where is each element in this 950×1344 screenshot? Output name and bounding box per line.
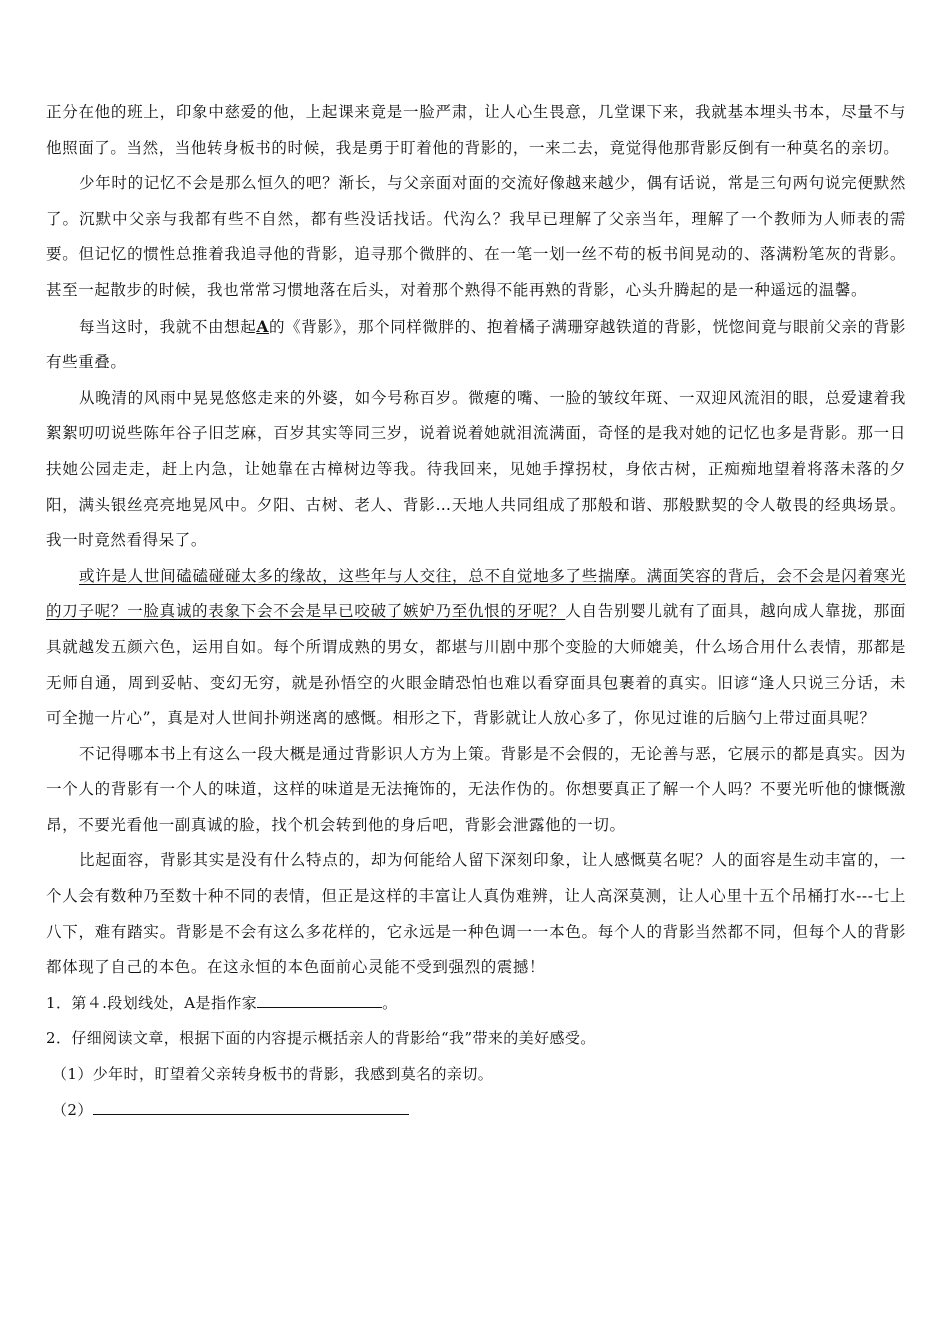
answer-blank-1[interactable]	[257, 993, 382, 1008]
underlined-passage: 或许是人世间磕磕碰碰太多的缘故，这些年与人交往，总不自觉地多了些揣摩。满面笑容的背后，会不会是闪着寒光的刀子呢？一脸真诚的表象下会不会是早已咬破了嫉妒乃至仇恨的牙呢？	[46, 566, 906, 621]
paragraph-0: 正分在他的班上，印象中慈爱的他，上起课来竟是一脸严肃，让人心生畏意，几堂课下来，我就基本埋头书本，尽量不与他照面了。当然，当他转身板书的时候，我是勇于盯着他的背影的，一来二去，竟觉得他那背影反倒有一种莫名的亲切。	[46, 103, 906, 157]
paragraph-5: 不记得哪本书上有这么一段大概是通过背影识人方为上策。背影是不会假的，无论善与恶，它展示的都是真实。因为一个人的背影有一个人的味道，这样的味道是无法掩饰的，无法作伪的。你想要真正了解一个人吗？不要光听他的慷慨激昂，不要光看他一副真诚的脸，找个机会转到他的身后吧，背影会泄露他的一切。	[46, 744, 906, 834]
author-mark-a: A	[256, 316, 269, 336]
paragraph-4-rest: 人自告别婴儿就有了面具，越向成人靠拢，那面具就越发五颜六色，运用自如。每个所谓成熟的男女，都堪与川剧中那个变脸的大师媲美，什么场合用什么表情，那都是无师自通，周到妥帖、变幻无穷，就是孙悟空的火眼金睛恐怕也难以看穿面具包裹着的真实。旧谚“逢人只说三分话，未可全抛一片心”，真是对人世间扑朔迷离的感慨。相形之下，背影就让人放心多了，你见过谁的后脑勺上带过面具呢？	[46, 602, 907, 728]
document-page	[46, 95, 906, 1128]
paragraph-4	[46, 559, 906, 737]
question-1	[46, 986, 906, 1022]
question-2: 2．仔细阅读文章，根据下面的内容提示概括亲人的背影给“我”带来的美好感受。	[46, 1029, 596, 1048]
paragraph-2-part-b: 的《背影》，那个同样微胖的、抱着橘子满珊穿越铁道的背影，恍惚间竟与眼前父亲的背影有些重叠。	[46, 317, 906, 372]
paragraph-1: 少年时的记忆不会是那么恒久的吧？渐长，与父亲面对面的交流好像越来越少，偶有话说，常是三句两句说完便默然了。沉默中父亲与我都有些不自然，都有些没话找话。代沟么？我早已理解了父亲当年，理解了一个教师为人师表的需要。但记忆的惯性总推着我追寻他的背影，追寻那个微胖的、在一笔一划一丝不苟的板书间晃动的、落满粉笔灰的背影。甚至一起散步的时候，我也常常习惯地落在后头，对着那个熟得不能再熟的背影，心头升腾起的是一种遥远的温馨。	[46, 174, 906, 299]
question-2-item-2	[46, 1093, 906, 1129]
paragraph-2	[46, 309, 906, 381]
question-2-item-2-label: （2）	[52, 1100, 93, 1119]
question-1-text: 1．第４.段划线处，A是指作家	[46, 993, 258, 1012]
question-2-item-1: （1）少年时，盯望着父亲转身板书的背影，我感到莫名的亲切。	[52, 1065, 494, 1084]
paragraph-2-part-a: 每当这时，我就不由想起	[79, 317, 257, 336]
paragraph-3: 从晚清的风雨中晃晃悠悠走来的外婆，如今号称百岁。微瘪的嘴、一脸的皱纹年斑、一双迎风流泪的眼，总爱逮着我絮絮叨叨说些陈年谷子旧芝麻，百岁其实等同三岁，说着说着她就泪流满面，奇怪的是我对她的记忆也多是背影。那一日扶她公园走走，赶上内急，让她靠在古樟树边等我。待我回来，见她手撑拐杖，身依古树，正痴痴地望着将落未落的夕阳，满头银丝亮亮地晃风中。夕阳、古树、老人、背影…天地人共同组成了那般和谐、那般默契的令人敬畏的经典场景。我一时竟然看得呆了。	[46, 388, 906, 550]
answer-blank-2[interactable]	[93, 1100, 409, 1115]
paragraph-6: 比起面容，背影其实是没有什么特点的，却为何能给人留下深刻印象，让人感慨莫名呢？人的面容是生动丰富的，一个人会有数种乃至数十种不同的表情，但正是这样的丰富让人真伪难辨，让人高深莫测，让人心里十五个吊桶打水---七上八下，难有踏实。背影是不会有这么多花样的，它永远是一种色调一一本色。每个人的背影当然都不同，但每个人的背影都体现了自己的本色。在这永恒的本色面前心灵能不受到强烈的震撼！	[46, 851, 906, 977]
question-1-end: 。	[382, 993, 398, 1012]
